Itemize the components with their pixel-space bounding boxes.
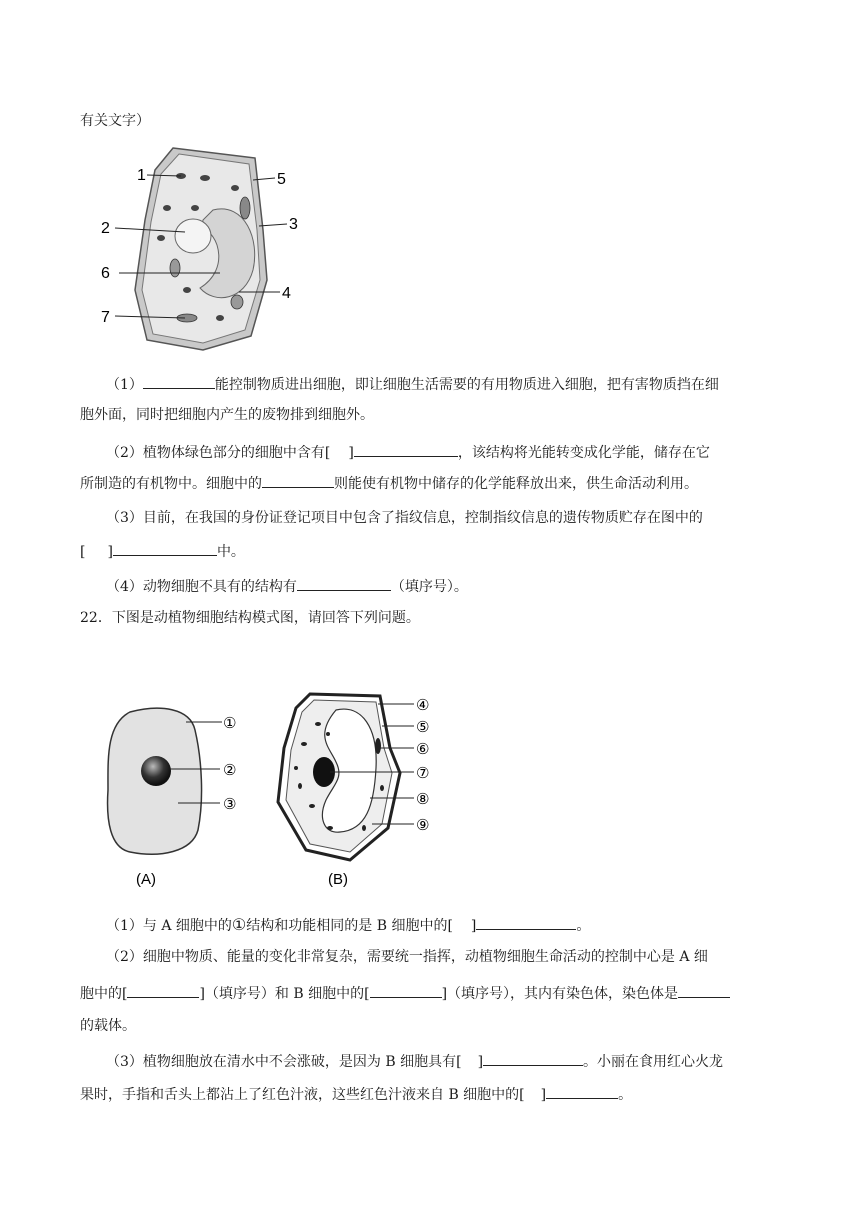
q22-sub2-text-b: 胞中的[: [80, 986, 128, 1002]
plant-cell-figure-1: [95, 140, 310, 360]
q22-sub1-end: 。: [576, 918, 591, 934]
answer-blank[interactable]: [370, 982, 442, 998]
q21-sub2-text-c: 则能使有机物中储存的化学能释放出来，供生命活动利用。: [334, 476, 698, 492]
figB-label-6: ⑥: [416, 741, 430, 758]
q21-sub4: [106, 575, 786, 597]
fig1-label-2: 2: [101, 220, 110, 237]
q22-sub3-line2: [80, 1083, 785, 1105]
q21-sub1-prefix: （1）: [106, 377, 143, 393]
figB-caption: (B): [328, 871, 348, 888]
answer-blank[interactable]: [127, 982, 199, 998]
q21-sub1-line1: [106, 373, 786, 395]
fig1-label-5: 5: [277, 171, 286, 188]
answer-blank[interactable]: [483, 1050, 583, 1066]
q22-sub3-text-a: （3）植物细胞放在清水中不会涨破，是因为 B 细胞具有[: [106, 1054, 462, 1070]
figB-label-9: ⑨: [416, 817, 430, 834]
figB-label-5: ⑤: [416, 719, 430, 736]
figA-label-2: ②: [223, 762, 237, 779]
q21-sub2-line2: [80, 472, 785, 494]
q21-sub1-text-a: 能控制物质进出细胞，即让细胞生活需要的有用物质进入细胞，把有害物质挡在细: [214, 377, 719, 393]
q21-sub3-close: ]: [107, 544, 113, 560]
answer-blank[interactable]: [143, 373, 215, 389]
q22-sub3-text-c: 果时，手指和舌头上都沾上了红色汁液，这些红色汁液来自 B 细胞中的[: [80, 1087, 525, 1103]
q22-sub2-text-c: ]（填序号）和 B 细胞中的[: [199, 986, 370, 1002]
figA-label-1: ①: [223, 715, 237, 732]
answer-blank[interactable]: [354, 441, 458, 457]
q22-sub2-line2: [80, 982, 785, 1004]
q22-sub3-line1: [106, 1050, 786, 1072]
q21-sub3-line1: （3）目前，在我国的身份证登记项目中包含了指纹信息，控制指纹信息的遗传物质贮存在图中的: [106, 510, 703, 526]
q21-sub3-open: [: [80, 544, 86, 560]
fig1-label-3: 3: [289, 216, 298, 233]
q22-sub2-line3: 的载体。: [80, 1018, 136, 1034]
q22-sub1: [106, 914, 786, 936]
q22-sub1-close: ]: [470, 918, 477, 934]
plant-cell-figure-b: [270, 688, 445, 898]
q22-sub3-text-b: 。小丽在食用红心火龙: [583, 1054, 724, 1070]
q21-sub1-line2: 胞外面，同时把细胞内产生的废物排到细胞外。: [80, 407, 374, 423]
q21-sub2-mid: ]: [348, 445, 354, 461]
q22-sub3-close: ]: [477, 1054, 484, 1070]
q21-sub2-prefix: （2）植物体绿色部分的细胞中含有[: [106, 445, 331, 461]
answer-blank[interactable]: [297, 575, 391, 591]
q22-sub3-close2: ]: [540, 1087, 547, 1103]
q22-sub1-text-b: 结构和功能相同的是 B 细胞中的[: [246, 918, 453, 934]
fig1-label-4: 4: [282, 285, 291, 302]
q22-sub2-line1: （2）细胞中物质、能量的变化非常复杂，需要统一指挥，动植物细胞生命活动的控制中心是 A 细: [106, 949, 708, 965]
q22-sub1-text-a: （1）与 A 细胞中的: [106, 918, 232, 934]
q21-sub2-line1: [106, 441, 786, 463]
answer-blank[interactable]: [476, 914, 576, 930]
figB-label-7: ⑦: [416, 765, 430, 782]
q21-sub3-end: 中。: [216, 544, 245, 560]
answer-blank[interactable]: [113, 540, 217, 556]
header-fragment: 有关文字）: [80, 113, 150, 129]
animal-cell-figure-a: [100, 700, 260, 895]
q22-sub2-text-d: ]（填序号），其内有染色体，染色体是: [441, 986, 679, 1002]
q21-sub3-line2: [80, 540, 785, 562]
q22-stem: 22．下图是动植物细胞结构模式图，请回答下列问题。: [80, 610, 420, 626]
q22-sub1-circled: ①: [231, 915, 247, 934]
answer-blank[interactable]: [262, 472, 334, 488]
fig1-label-6: 6: [101, 265, 110, 282]
fig1-label-7: 7: [101, 309, 110, 326]
figA-label-3: ③: [223, 796, 237, 813]
fig1-label-1: 1: [137, 167, 146, 184]
answer-blank[interactable]: [678, 982, 730, 998]
figB-label-4: ④: [416, 697, 430, 714]
q21-sub2-text-a: ，该结构将光能转变成化学能，储存在它: [457, 445, 710, 461]
q21-sub4-text-b: （填序号）。: [390, 579, 468, 595]
answer-blank[interactable]: [546, 1083, 618, 1099]
q21-sub2-text-b: 所制造的有机物中。细胞中的: [80, 476, 262, 492]
q21-sub4-text-a: （4）动物细胞不具有的结构有: [106, 579, 297, 595]
figB-label-8: ⑧: [416, 791, 430, 808]
q22-sub3-end: 。: [618, 1087, 633, 1103]
figA-caption: (A): [136, 871, 156, 888]
